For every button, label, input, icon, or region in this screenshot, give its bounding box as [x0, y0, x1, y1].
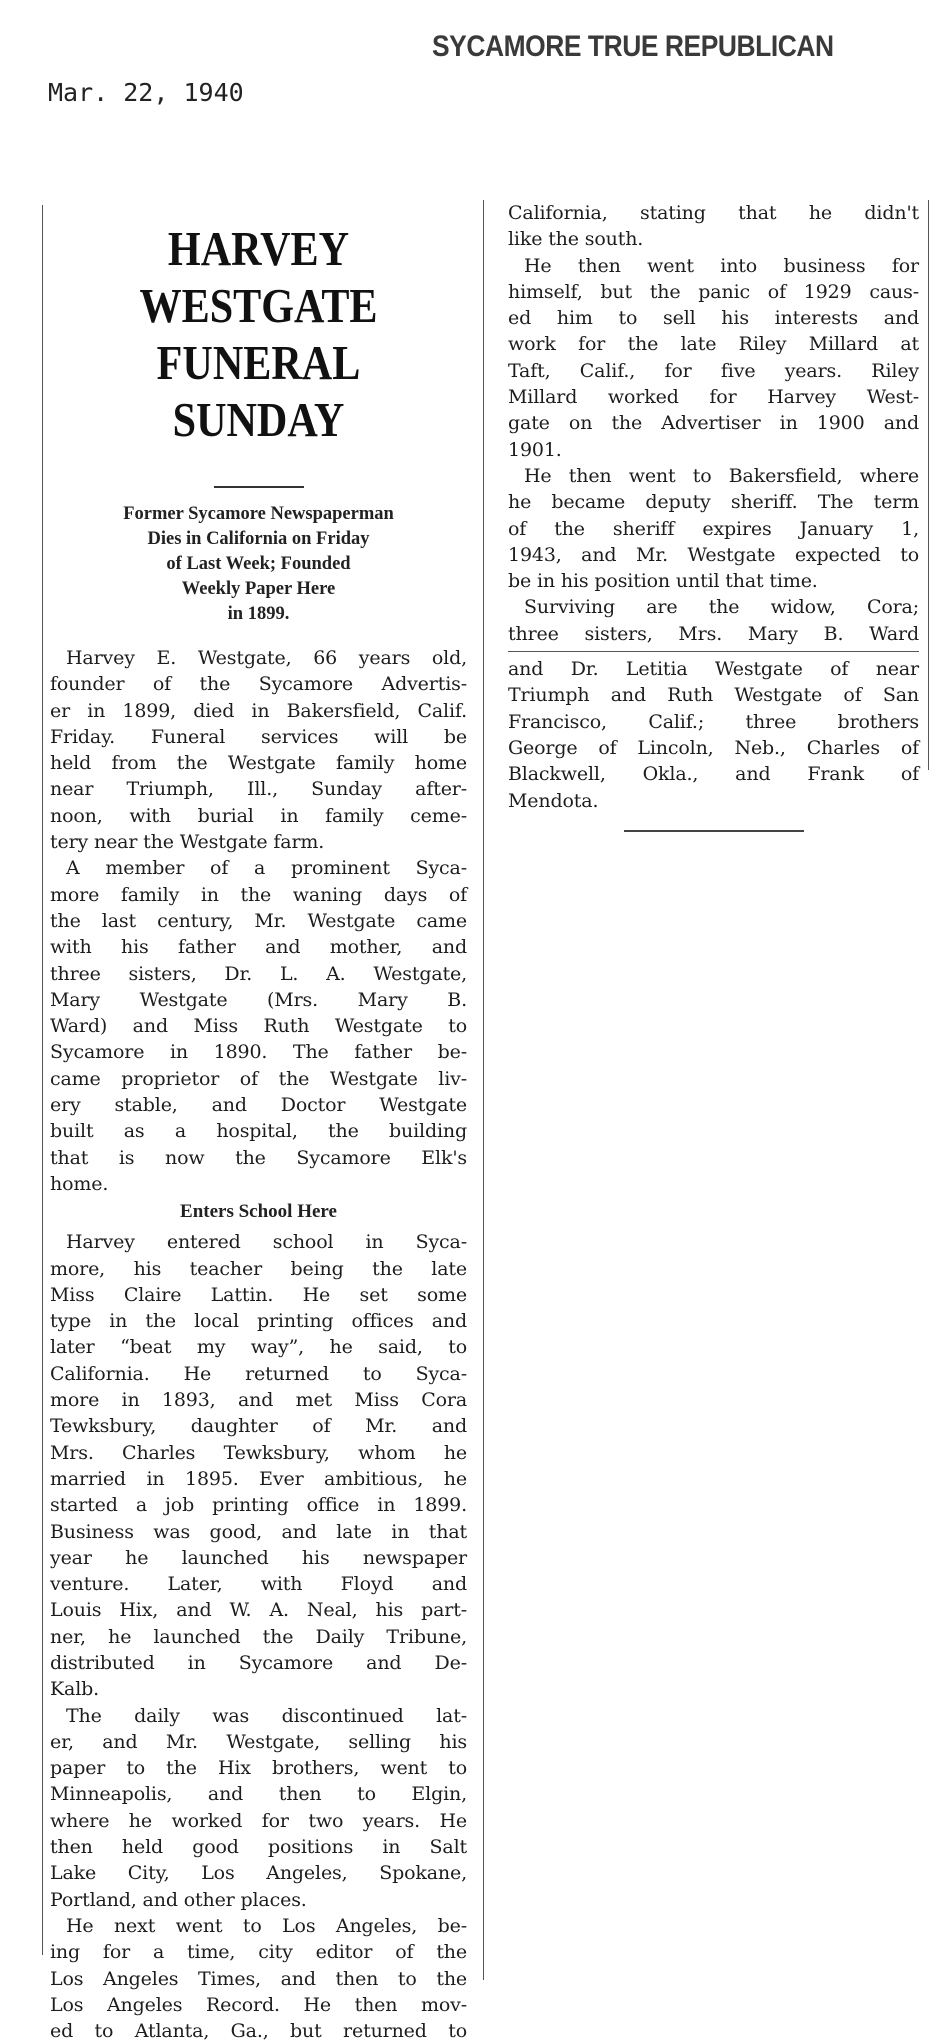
- body-line: near Triumph, Ill., Sunday after-: [50, 778, 467, 801]
- body-line: California. He returned to Syca-: [50, 1362, 467, 1385]
- body-line: Ward) and Miss Ruth Westgate to: [50, 1015, 467, 1038]
- deck-line: in 1899.: [227, 604, 290, 624]
- body-line: venture. Later, with Floyd and: [50, 1573, 467, 1596]
- deck-line: of Last Week; Founded: [166, 554, 351, 574]
- subhead: Enters School Here: [180, 1201, 337, 1223]
- body-line: built as a hospital, the building: [50, 1120, 467, 1143]
- body-line: Surviving are the widow, Cora;: [524, 596, 919, 619]
- body-line: noon, with burial in family ceme-: [50, 804, 467, 827]
- headline: [79, 220, 438, 448]
- body-line: He then went into business for: [524, 254, 919, 277]
- body-line: ing for a time, city editor of the: [50, 1941, 467, 1964]
- body-line: founder of the Sycamore Advertis-: [50, 673, 467, 696]
- body-line: three sisters, Dr. L. A. Westgate,: [50, 962, 467, 985]
- body-line: Los Angeles Record. He then mov-: [50, 1993, 467, 2016]
- body-line: like the south.: [508, 228, 644, 251]
- deck-line: Former Sycamore Newspaperman: [123, 504, 394, 524]
- body-line: Tewksbury, daughter of Mr. and: [50, 1415, 467, 1438]
- column-break-rule: [508, 651, 919, 652]
- body-line: later “beat my way”, he said, to: [50, 1336, 467, 1359]
- body-line: Lake City, Los Angeles, Spokane,: [50, 1862, 467, 1885]
- body-line: California, stating that he didn't: [508, 202, 919, 224]
- headline-rule: [214, 486, 304, 488]
- body-line: Mendota.: [508, 789, 599, 812]
- body-line: Miss Claire Lattin. He set some: [50, 1283, 467, 1306]
- body-line: 1943, and Mr. Westgate expected to: [508, 543, 919, 566]
- body-section-2: [50, 1229, 467, 2044]
- body-line: Los Angeles Times, and then to the: [50, 1967, 467, 1990]
- body-line: and Dr. Letitia Westgate of near: [508, 658, 919, 681]
- body-line: that is now the Sycamore Elk's: [50, 1146, 467, 1169]
- body-line: with his father and mother, and: [50, 936, 467, 959]
- body-line: distributed in Sycamore and De-: [50, 1651, 467, 1674]
- headline-line: FUNERAL SUNDAY: [156, 335, 361, 447]
- body-section-4: [508, 656, 919, 814]
- body-line: came proprietor of the Westgate liv-: [50, 1067, 467, 1090]
- body-line: Taft, Calif., for five years. Riley: [508, 359, 919, 382]
- body-line: more in 1893, and met Miss Cora: [50, 1389, 467, 1412]
- body-line: where he worked for two years. He: [50, 1809, 467, 1832]
- end-rule: [624, 830, 804, 832]
- body-line: work for the late Riley Millard at: [508, 333, 919, 356]
- column-rule-middle: [483, 200, 484, 1980]
- body-line: tery near the Westgate farm.: [50, 831, 325, 854]
- deck-line: Dies in California on Friday: [147, 529, 370, 549]
- dateline: Mar. 22, 1940: [48, 78, 244, 107]
- body-line: George of Lincoln, Neb., Charles of: [508, 736, 919, 759]
- article-column-1: [50, 208, 467, 2044]
- deck: [50, 502, 467, 627]
- body-line: Louis Hix, and W. A. Neal, his part-: [50, 1599, 467, 1622]
- body-line: Portland, and other places.: [50, 1888, 307, 1911]
- body-line: ed him to sell his interests and: [508, 307, 919, 330]
- masthead: SYCAMORE TRUE REPUBLICAN: [432, 30, 834, 63]
- body-line: Friday. Funeral services will be: [50, 725, 467, 748]
- body-line: held from the Westgate family home: [50, 752, 467, 775]
- body-line: Sycamore in 1890. The father be-: [50, 1041, 467, 1064]
- body-line: er in 1899, died in Bakersfield, Calif.: [50, 699, 467, 722]
- body-line: He next went to Los Angeles, be-: [66, 1914, 467, 1937]
- body-line: he became deputy sheriff. The term: [508, 491, 919, 514]
- deck-line: Weekly Paper Here: [181, 579, 336, 599]
- body-line: started a job printing office in 1899.: [50, 1494, 467, 1517]
- body-line: Francisco, Calif.; three brothers: [508, 710, 919, 733]
- body-line: of the sheriff expires January 1,: [508, 517, 919, 540]
- body-line: The daily was discontinued lat-: [66, 1704, 467, 1727]
- body-line: Millard worked for Harvey West-: [508, 386, 919, 409]
- body-line: be in his position until that time.: [508, 570, 818, 593]
- body-line: Triumph and Ruth Westgate of San: [508, 684, 919, 707]
- body-line: Kalb.: [50, 1678, 100, 1701]
- body-line: Mrs. Charles Tewksbury, whom he: [50, 1441, 467, 1464]
- body-line: er, and Mr. Westgate, selling his: [50, 1730, 467, 1753]
- body-line: more, his teacher being the late: [50, 1257, 467, 1280]
- body-line: Harvey entered school in Syca-: [66, 1231, 467, 1254]
- column-rule-left: [42, 205, 43, 1955]
- body-line: ed to Atlanta, Ga., but returned to: [50, 2020, 467, 2043]
- headline-line: HARVEY WESTGATE: [139, 221, 378, 333]
- body-line: three sisters, Mrs. Mary B. Ward: [508, 622, 919, 645]
- body-line: Minneapolis, and then to Elgin,: [50, 1783, 467, 1806]
- body-line: type in the local printing offices and: [50, 1310, 467, 1333]
- body-line: then held good positions in Salt: [50, 1836, 467, 1859]
- body-line: Business was good, and late in that: [50, 1520, 467, 1543]
- body-line: paper to the Hix brothers, went to: [50, 1757, 467, 1780]
- body-line: year he launched his newspaper: [50, 1546, 467, 1569]
- body-section-3: [508, 200, 919, 647]
- body-line: married in 1895. Ever ambitious, he: [50, 1467, 467, 1490]
- column-rule-right: [928, 200, 929, 770]
- body-line: Mary Westgate (Mrs. Mary B.: [50, 988, 467, 1011]
- body-line: more family in the waning days of: [50, 883, 467, 906]
- body-line: ner, he launched the Daily Tribune,: [50, 1625, 467, 1648]
- body-line: gate on the Advertiser in 1900 and: [508, 412, 919, 435]
- body-section-1: [50, 645, 467, 1197]
- body-line: himself, but the panic of 1929 caus-: [508, 280, 919, 303]
- body-line: Harvey E. Westgate, 66 years old,: [66, 647, 467, 669]
- body-line: ery stable, and Doctor Westgate: [50, 1094, 467, 1117]
- body-line: A member of a prominent Syca-: [66, 857, 467, 880]
- body-line: 1901.: [508, 438, 562, 461]
- body-line: He then went to Bakersfield, where: [524, 464, 919, 487]
- body-line: home.: [50, 1172, 109, 1195]
- body-line: Blackwell, Okla., and Frank of: [508, 763, 919, 786]
- body-line: the last century, Mr. Westgate came: [50, 909, 467, 932]
- article-column-2: [508, 200, 919, 832]
